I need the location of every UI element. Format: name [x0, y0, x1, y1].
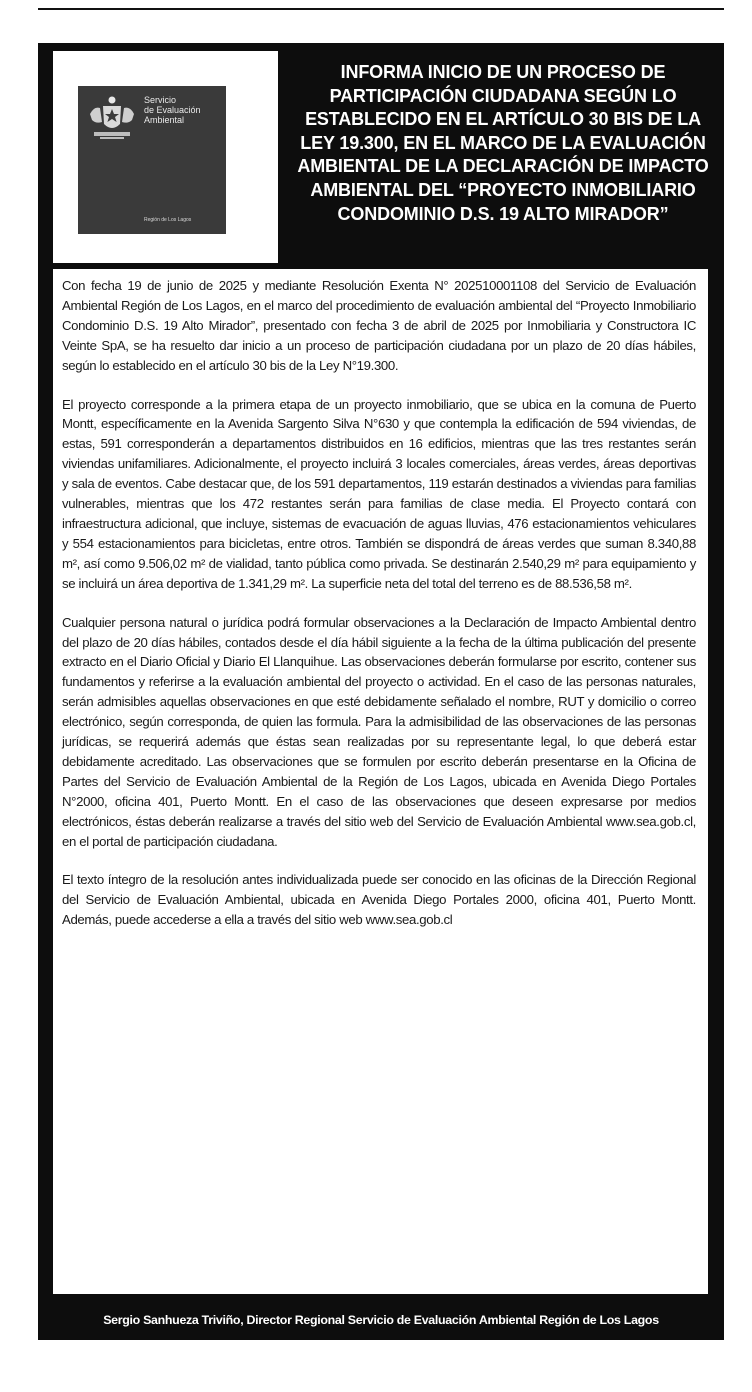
signature-line: Sergio Sanhueza Triviño, Director Regional Servicio de Evaluación Ambiental Región de Los Lagos — [103, 1313, 659, 1327]
notice-headline: INFORMA INICIO DE UN PROCESO DE PARTICIPACIÓN CIUDADANA SEGÚN LO ESTABLECIDO EN EL ARTÍCULO 30 BIS DE LA LEY 19.300, EN EL MARCO DE LA EVALUACIÓN AMBIENTAL DE LA DECLARACIÓN DE IMPACTO AMBIENTAL DEL “PROYECTO INMOBILIARIO CONDOMINIO D.S. 19 ALTO MIRADOR” — [297, 62, 709, 224]
paragraph-full-text-availability: El texto íntegro de la resolución antes individualizada puede ser conocido en las oficinas de la Dirección Regional del Servicio de Evaluación Ambiental, ubicada en Avenida Diego Portales 2000, oficina 401, Puerto Montt. Además, puede accederse a ella a través del sitio web www.sea.gob.cl — [62, 872, 696, 928]
logo-panel — [53, 51, 278, 263]
logo-region-label: Región de Los Lagos — [144, 217, 192, 223]
notice-frame — [38, 43, 724, 1340]
paragraph-resolution: Con fecha 19 de junio de 2025 y mediante Resolución Exenta N° 202510001108 del Servicio de Evaluación Ambiental Región de Los Lagos, en el marco del procedimiento de evaluación ambiental del “Proyecto Inmobiliario Condominio D.S. 19 Alto Mirador”, presentado con fecha 3 de abril de 2025 por Inmobiliaria y Constructora IC Veinte SpA, se ha resuelto dar inicio a un proceso de participación ciudadana por un plazo de 20 días hábiles, según lo establecido en el artículo 30 bis de la Ley N°19.300. — [62, 278, 696, 373]
paragraph-observations: Cualquier persona natural o jurídica podrá formular observaciones a la Declaración de Impacto Ambiental dentro del plazo de 20 días hábiles, contados desde el día hábil siguiente a la fecha de la última publicación del presente extracto en el Diario Oficial y Diario El Llanquihue. Las observaciones deberán formularse por escrito, contener sus fundamentos y referirse a la evaluación ambiental del proyecto o actividad. En el caso de las personas naturales, serán admisibles aquellas observaciones en que esté debidamente señalado el nombre, RUT y domicilio o correo electrónico, según corresponda, de quien las formula. Para la admisibilidad de las observaciones de las personas jurídicas, se requerirá además que éstas sean realizadas por su representante legal, lo que deberá estar debidamente acreditado. Las observaciones que se formulen por escrito deberán presentarse en la Oficina de Partes del Servicio de Evaluación Ambiental de la Región de Los Lagos, ubicada en Avenida Diego Portales N°2000, oficina 401, Puerto Montt. En el caso de las observaciones que deseen expresarse por medios electrónicos, éstas deberán realizarse a través del sitio web del Servicio de Evaluación Ambiental www.sea.gob.cl, en el portal de participación ciudadana. — [62, 614, 696, 849]
paragraph-project-description: El proyecto corresponde a la primera etapa de un proyecto inmobiliario, que se ubica en la comuna de Puerto Montt, específicamente en la Avenida Sargento Silva N°630 y que contempla la edificación de 594 viviendas, de estas, 591 corresponderán a departamentos distribuidos en 16 edificios, mientras que las tres restantes serán viviendas unifamiliares. Adicionalmente, el proyecto incluirá 3 locales comerciales, áreas verdes, áreas deportivas y sala de eventos. Cabe destacar que, de los 591 departamentos, 119 estarán destinados a viviendas para familias vulnerables, mientras que los 472 restantes serán para familias de clase media. El Proyecto contará con infraestructura adicional, que incluye, sistemas de evacuación de aguas lluvias, 476 estacionamientos vehiculares y 554 estacionamientos para bicicletas, entre otros. También se dispondrá de áreas verdes que suman 8.340,88 m², así como 9.506,02 m² de vialidad, tanto pública como privada. Se destinarán 2.540,29 m² para equipamiento y se incluirá un área deportiva de 1.341,29 m². La superficie neta del total del terreno es de 88.536,58 m². — [62, 396, 696, 591]
sea-logo — [78, 86, 226, 234]
logo-wordmark: Servicio de Evaluación Ambiental — [144, 95, 201, 125]
coat-of-arms-icon — [86, 94, 138, 142]
notice-body — [53, 269, 708, 1294]
top-divider — [38, 8, 724, 10]
